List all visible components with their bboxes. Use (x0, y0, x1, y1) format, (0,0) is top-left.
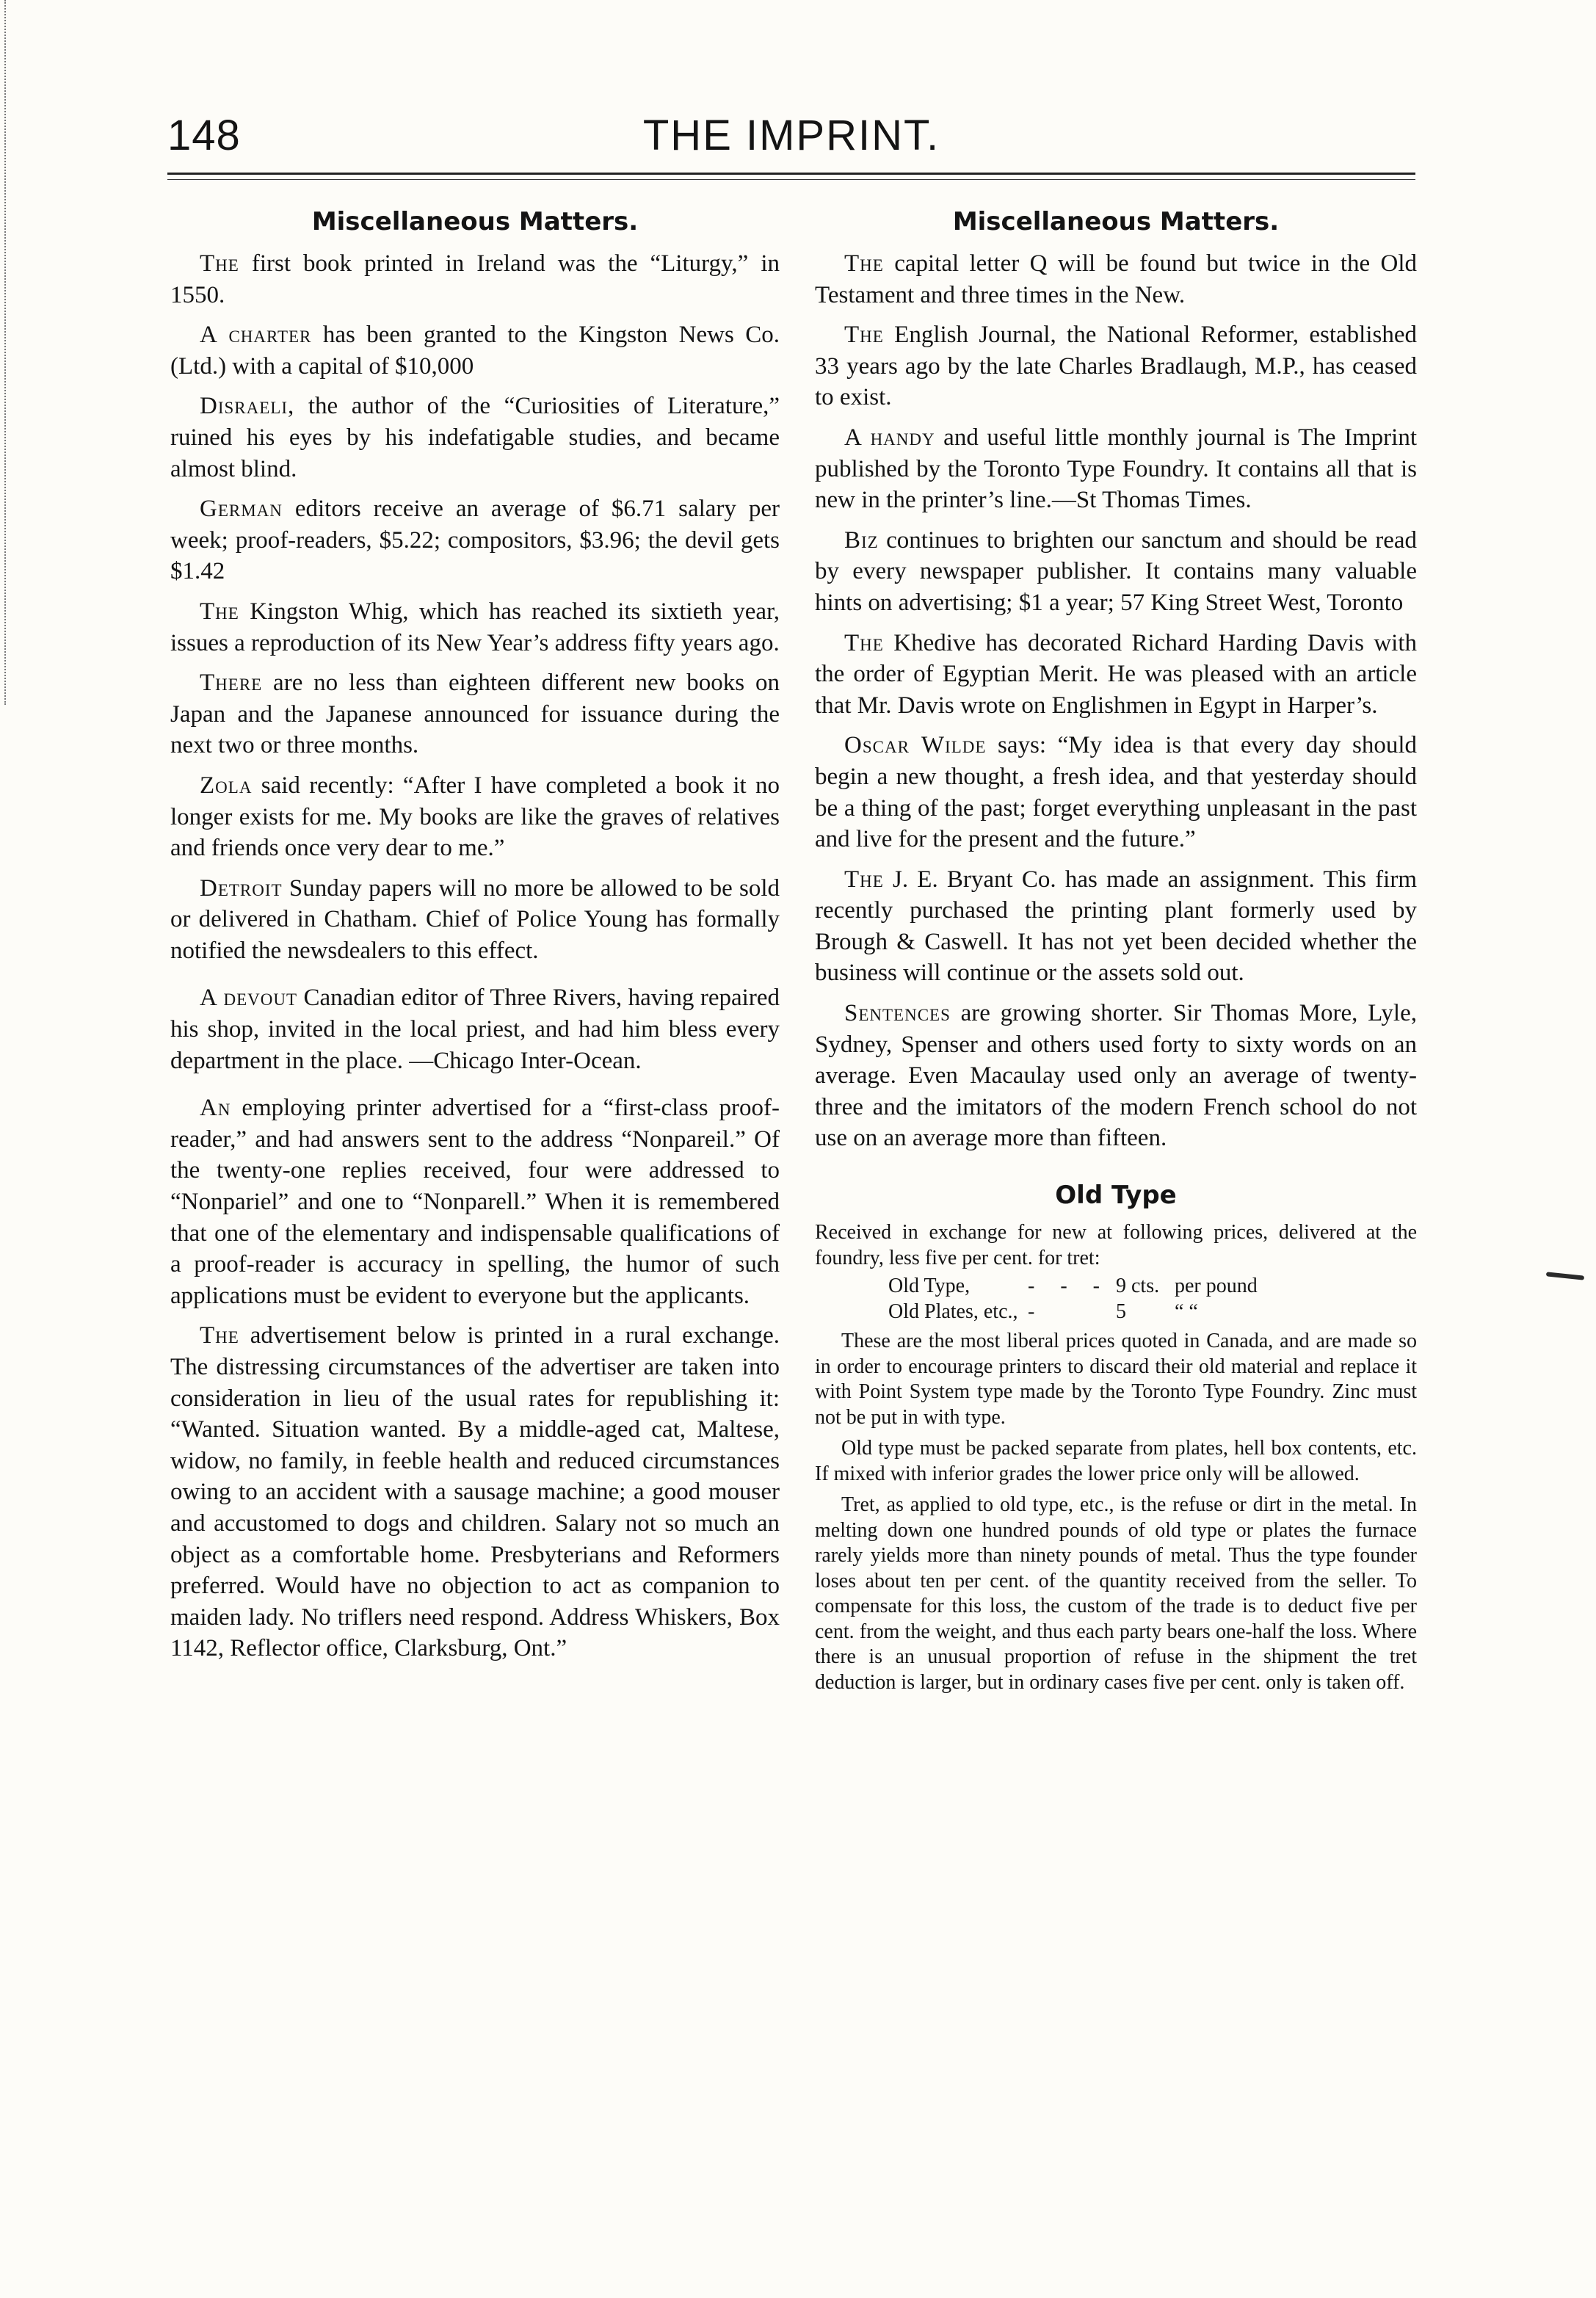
price-amount: 9 cts. (1116, 1275, 1160, 1298)
article-paragraph: The advertisement below is printed in a rural exchange. The distressing circumstances of the advertiser are taken into consideration in lieu of the usual rates for republishing it: “Wanted. Situation wanted. By a middle-aged cat, Maltese, widow, no family, in feeble health and reduced circumstances owing to an accident with a sausage machine; a good mouser and accustomed to dogs and children. Salary not so much an object as a comfortable home. Presbyterians and Reformers preferred. Would have no objection to act as companion to maiden lady. No triflers need respond. Address Whiskers, Box 1142, Reflector office, Clarksburg, Ont.” (170, 1322, 780, 1662)
old-type-heading: Old Type (1055, 1181, 1177, 1211)
left-column-heading: Miscellaneous Matters. (311, 207, 639, 236)
price-unit: “ “ (1175, 1300, 1198, 1323)
page-number: 148 (167, 112, 241, 159)
old-type-paragraph: These are the most liberal prices quoted in Canada, and are made so in order to encourage printers to discard their old material and replace it with Point System type made by the Toronto Type Foundry. Zinc must not be put in with type. (815, 1330, 1417, 1429)
header-rule (167, 173, 1415, 180)
article-paragraph: The capital letter Q will be found but twice in the Old Testament and three times in the New. (815, 250, 1417, 308)
article-paragraph: The J. E. Bryant Co. has made an assignment. This firm recently purchased the printing plant formerly used by Brough & Caswell. It has not yet been decided whether the business will continue or the assets sold out. (815, 866, 1417, 987)
article-paragraph: Sentences are growing shorter. Sir Thomas More, Lyle, Sydney, Spenser and others used forty to sixty words on an average. Even Macaulay used only an average of twenty-three and the imitators of the modern French school do not use on an average more than fifteen. (815, 1000, 1417, 1152)
left-column (170, 198, 780, 1673)
article-paragraph: Disraeli, the author of the “Curiosities of Literature,” ruined his eyes by his indefatigable studies, and became almost blind. (170, 393, 780, 482)
price-row (815, 1300, 1417, 1325)
article-paragraph: The first book printed in Ireland was the “Liturgy,” in 1550. (170, 250, 780, 308)
margin-mark (1546, 1272, 1584, 1280)
article-paragraph: Zola said recently: “After I have completed a book it no longer exists for me. My books are like the graves of relatives and friends once very dear to me.” (170, 772, 780, 862)
article-paragraph: There are no less than eighteen different new books on Japan and the Japanese announced for issuance during the next two or three months. (170, 670, 780, 759)
old-type-section (815, 1220, 1417, 1695)
article-paragraph: Detroit Sunday papers will no more be allowed to be sold or delivered in Chatham. Chief of Police Young has formally notified the newsdealers to this effect. (170, 874, 780, 964)
price-item: Old Plates, etc., (888, 1300, 1018, 1323)
binding-edge (4, 0, 8, 705)
article-paragraph: A charter has been granted to the Kingston News Co. (Ltd.) with a capital of $10,000 (170, 322, 780, 380)
price-unit: per pound (1175, 1275, 1258, 1298)
article-paragraph: Biz continues to brighten our sanctum and should be read by every newspaper publisher. It contains many valuable hints on advertising; $1 a year; 57 King Street West, Toronto (815, 526, 1417, 616)
article-paragraph: A devout Canadian editor of Three Rivers, having repaired his shop, invited in the local priest, and had him bless every department in the place. —Chicago Inter-Ocean. (170, 985, 780, 1074)
article-paragraph: German editors receive an average of $6.71 salary per week; proof-readers, $5.22; compositors, $3.96; the devil gets $1.42 (170, 496, 780, 585)
price-row (815, 1274, 1417, 1300)
right-column (815, 198, 1417, 1701)
article-paragraph: The Kingston Whig, which has reached its sixtieth year, issues a reproduction of its New Year’s address fifty years ago. (170, 598, 780, 656)
article-paragraph: The English Journal, the National Reformer, established 33 years ago by the late Charles Bradlaugh, M.P., has ceased to exist. (815, 322, 1417, 411)
article-paragraph: A handy and useful little monthly journal is The Imprint published by the Toronto Type Foundry. It contains all that is new in the printer’s line.—St Thomas Times. (815, 424, 1418, 514)
old-type-intro: Received in exchange for new at following prices, delivered at the foundry, less five per cent. for tret: (815, 1221, 1417, 1269)
price-amount: 5 (1116, 1300, 1126, 1323)
old-type-paragraph: Tret, as applied to old type, etc., is the refuse or dirt in the metal. In melting down one hundred pounds of old type or plates the furnace rarely yields more than ninety pounds of metal. Thus the type founder loses about ten per cent. of the quantity received from the seller. To compensate for this loss, the custom of the trade is to deduct five per cent. from the weight, and thus each party bears one-half the loss. Where there is an unusual proportion of refuse in the shipment the tret deduction is larger, but in ordinary cases five per cent. only is taken off. (815, 1493, 1417, 1694)
article-paragraph: The Khedive has decorated Richard Harding Davis with the order of Egyptian Merit. He was pleased with an article that Mr. Davis wrote on Englishmen in Egypt in Harper’s. (815, 629, 1417, 719)
price-leader: - (1028, 1300, 1045, 1323)
price-leader: - - - (1028, 1275, 1110, 1298)
price-item: Old Type, (888, 1275, 971, 1298)
article-paragraph: An employing printer advertised for a “first-class proof-reader,” and had answers sent to the address “Nonpareil.” Of the twenty-one replies received, four were addressed to “Nonpariel” and one to “Nonparell.” When it is remembered that one of the elementary and indispensable qualifications of a proof-reader is accuracy in spelling, the humor of such applications must be evident to everyone but the applicants. (170, 1095, 780, 1309)
old-type-paragraph: Old type must be packed separate from plates, hell box contents, etc. If mixed with inferior grades the lower price only will be allowed. (815, 1437, 1417, 1485)
right-column-heading: Miscellaneous Matters. (952, 207, 1280, 236)
article-paragraph: Oscar Wilde says: “My idea is that every day should begin a new thought, a fresh idea, and that yesterday should be a thing of the past; forget everything unpleasant in the past and live for the present and the future.” (815, 732, 1417, 853)
running-title: THE IMPRINT. (642, 112, 940, 159)
